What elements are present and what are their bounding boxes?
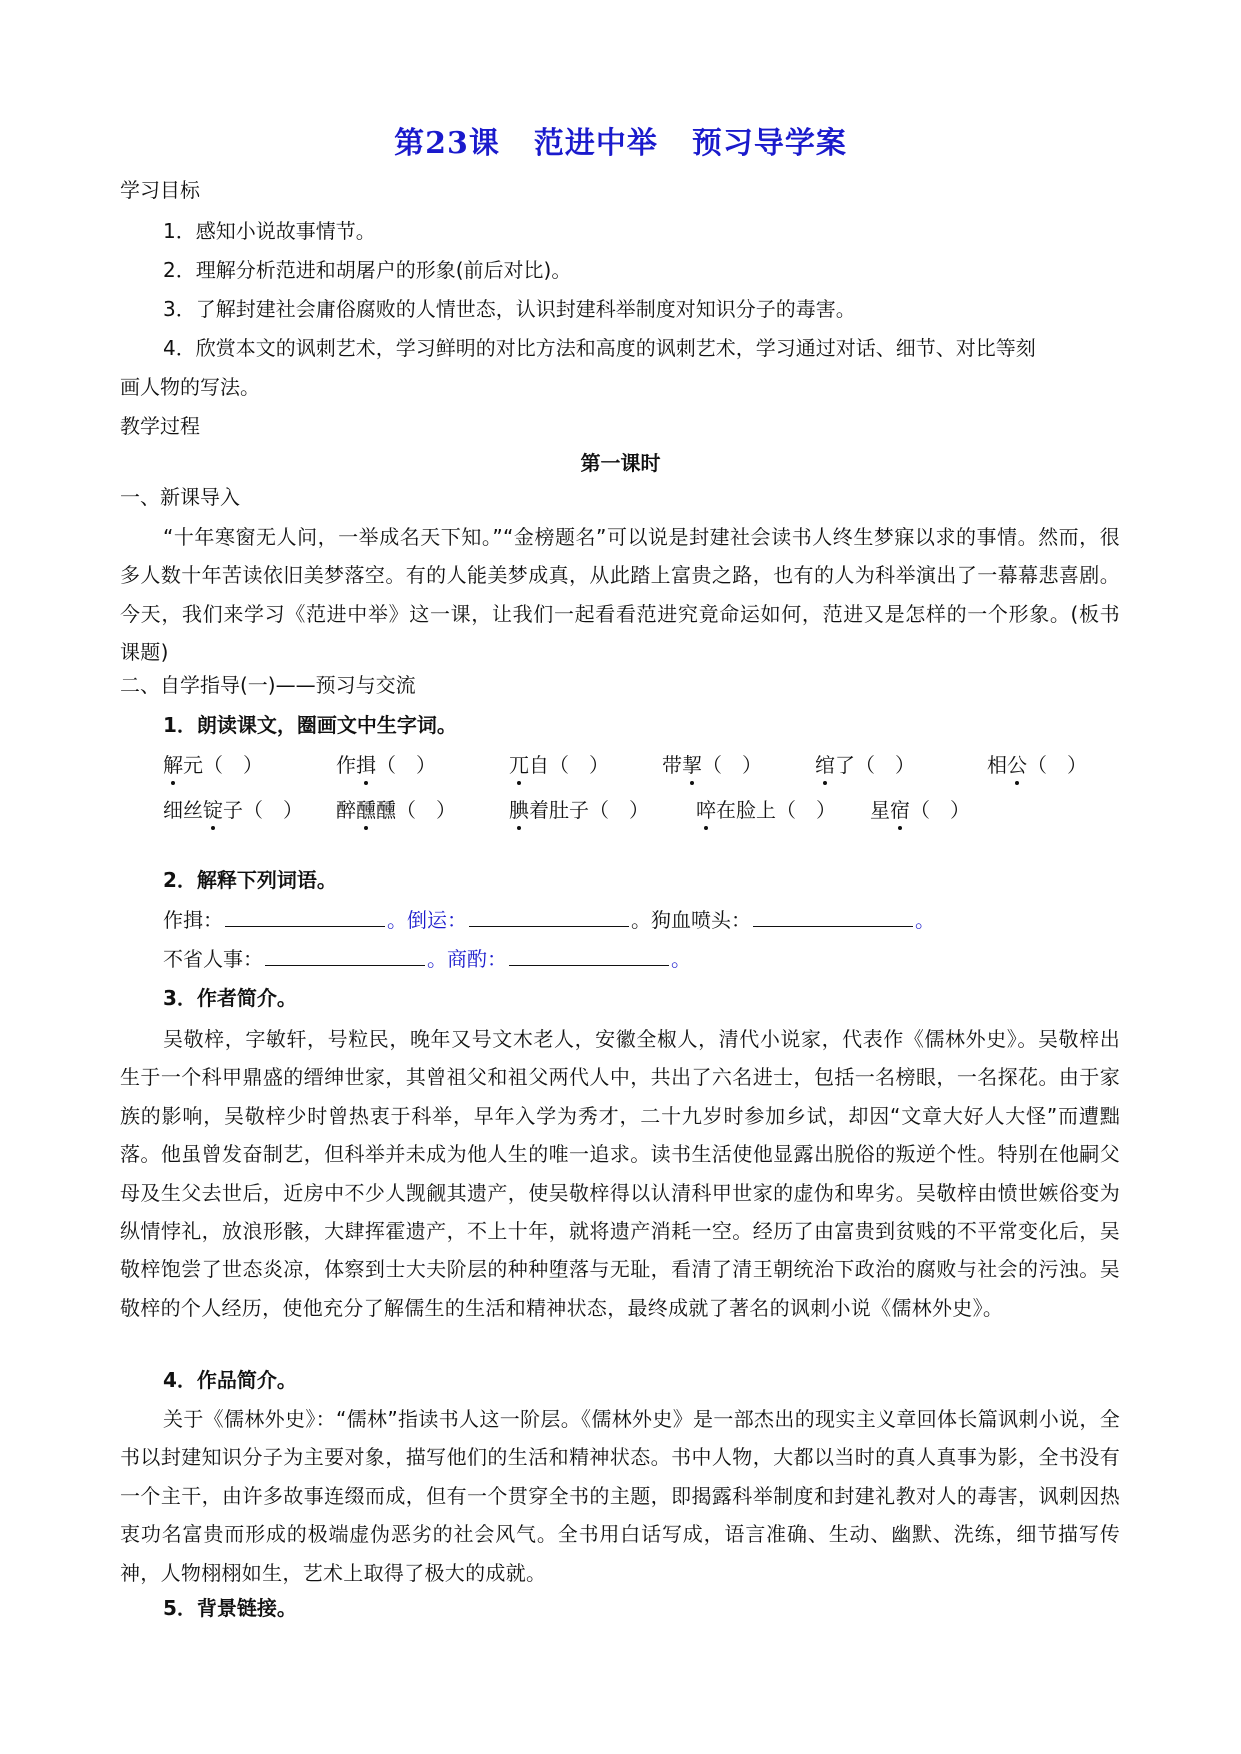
question-4: 4．作品简介。: [163, 1368, 297, 1392]
answer-blank[interactable]: [225, 906, 385, 927]
page-title: [0, 118, 1241, 162]
vocab-item: 腆着肚子（ ）: [509, 798, 649, 822]
answer-blank[interactable]: [509, 945, 669, 966]
vocab-item: 啐在脸上（ ）: [696, 798, 836, 822]
work-paragraph: 关于《儒林外史》：“儒林”指读书人这一阶层。《儒林外史》是一部杰出的现实主义章回体长篇讽刺小说，全书以封建知识分子为主要对象，描写他们的生活和精神状态。书中人物，大都以当时的真人真事为影，全书没有一个主干，由许多故事连缀而成，但有一个贯穿全书的主题，即揭露科举制度和封建礼教对人的毒害，讽刺因热衷功名富贵而形成的极端虚伪恶劣的社会风气。全书用白话写成，语言准确、生动、幽默、洗练，细节描写传神，人物栩栩如生，艺术上取得了极大的成就。: [120, 1407, 1120, 1585]
vocab-item: 解元（ ）: [163, 753, 263, 777]
term-period: 。: [671, 947, 691, 971]
question-1: 1．朗读课文，圈画文中生字词。: [163, 713, 457, 737]
vocab-item: 细丝锭子（ ）: [163, 798, 303, 822]
vocab-item: 带挈（ ）: [662, 753, 762, 777]
answer-blank[interactable]: [469, 906, 629, 927]
objective-item: 1．感知小说故事情节。: [163, 219, 376, 243]
terms-row-2: [163, 945, 691, 973]
term-label: 。狗血喷头：: [631, 908, 751, 932]
question-5: 5．背景链接。: [163, 1596, 297, 1620]
objective-item: 4．欣赏本文的讽刺艺术，学习鲜明的对比方法和高度的讽刺艺术，学习通过对话、细节、对比等刻: [163, 336, 1036, 360]
vocab-item: 星宿（ ）: [870, 798, 970, 822]
section-heading-intro: 一、新课导入: [120, 485, 240, 509]
question-3: 3．作者简介。: [163, 986, 297, 1010]
vocab-item: 绾了（ ）: [815, 753, 915, 777]
vocab-item: 作揖（ ）: [336, 753, 436, 777]
answer-blank[interactable]: [753, 906, 913, 927]
term-period: 。: [915, 908, 935, 932]
title-subtitle: 预习导学案: [691, 126, 847, 161]
term-label: 。商酌：: [427, 947, 507, 971]
title-lesson-name: 范进中举: [533, 126, 658, 161]
process-heading: 教学过程: [120, 414, 200, 438]
objective-item-continued: 画人物的写法。: [120, 375, 260, 399]
section-heading-self-study: 二、自学指导(一)——预习与交流: [120, 673, 416, 697]
lesson-period-heading: 第一课时: [580, 451, 661, 475]
vocab-item: 醉醺醺（ ）: [336, 798, 456, 822]
title-lesson-number: 第23课: [394, 126, 500, 161]
vocab-item: 相公（ ）: [987, 753, 1087, 777]
vocab-item: 兀自（ ）: [509, 753, 609, 777]
answer-blank[interactable]: [265, 945, 425, 966]
objective-item: 2．理解分析范进和胡屠户的形象(前后对比)。: [163, 258, 572, 282]
term-label: 。倒运：: [387, 908, 467, 932]
objective-item: 3．了解封建社会庸俗腐败的人情世态，认识封建科举制度对知识分子的毒害。: [163, 297, 856, 321]
intro-paragraph: “十年寒窗无人问，一举成名天下知。”“金榜题名”可以说是封建社会读书人终生梦寐以求的事情。然而，很多人数十年苦读依旧美梦落空。有的人能美梦成真，从此踏上富贵之路，也有的人为科举演出了一幕幕悲喜剧。今天，我们来学习《范进中举》这一课，让我们一起看看范进究竟命运如何，范进又是怎样的一个形象。(板书课题): [120, 525, 1120, 665]
author-paragraph: 吴敬梓，字敏轩，号粒民，晚年又号文木老人，安徽全椒人，清代小说家，代表作《儒林外史》。吴敬梓出生于一个科甲鼎盛的缙绅世家，其曾祖父和祖父两代人中，共出了六名进士，包括一名榜眼，一名探花。由于家族的影响，吴敬梓少时曾热衷于科举，早年入学为秀才，二十九岁时参加乡试，却因“文章大好人大怪”而遭黜落。他虽曾发奋制艺，但科举并未成为他人生的唯一追求。读书生活使他显露出脱俗的叛逆个性。特别在他嗣父母及生父去世后，近房中不少人觊觎其遗产，使吴敬梓得以认清科甲世家的虚伪和卑劣。吴敬梓由愤世嫉俗变为纵情悖礼，放浪形骸，大肆挥霍遗产，不上十年，就将遗产消耗一空。经历了由富贵到贫贱的不平常变化后，吴敬梓饱尝了世态炎凉，体察到士大夫阶层的种种堕落与无耻，看清了清王朝统治下政治的腐败与社会的污浊。吴敬梓的个人经历，使他充分了解儒生的生活和精神状态，最终成就了著名的讽刺小说《儒林外史》。: [120, 1027, 1120, 1320]
question-2: 2．解释下列词语。: [163, 868, 337, 892]
terms-row-1: [163, 906, 935, 934]
objectives-heading: 学习目标: [120, 178, 200, 202]
term-label: 作揖：: [163, 908, 223, 932]
term-label: 不省人事：: [163, 947, 263, 971]
